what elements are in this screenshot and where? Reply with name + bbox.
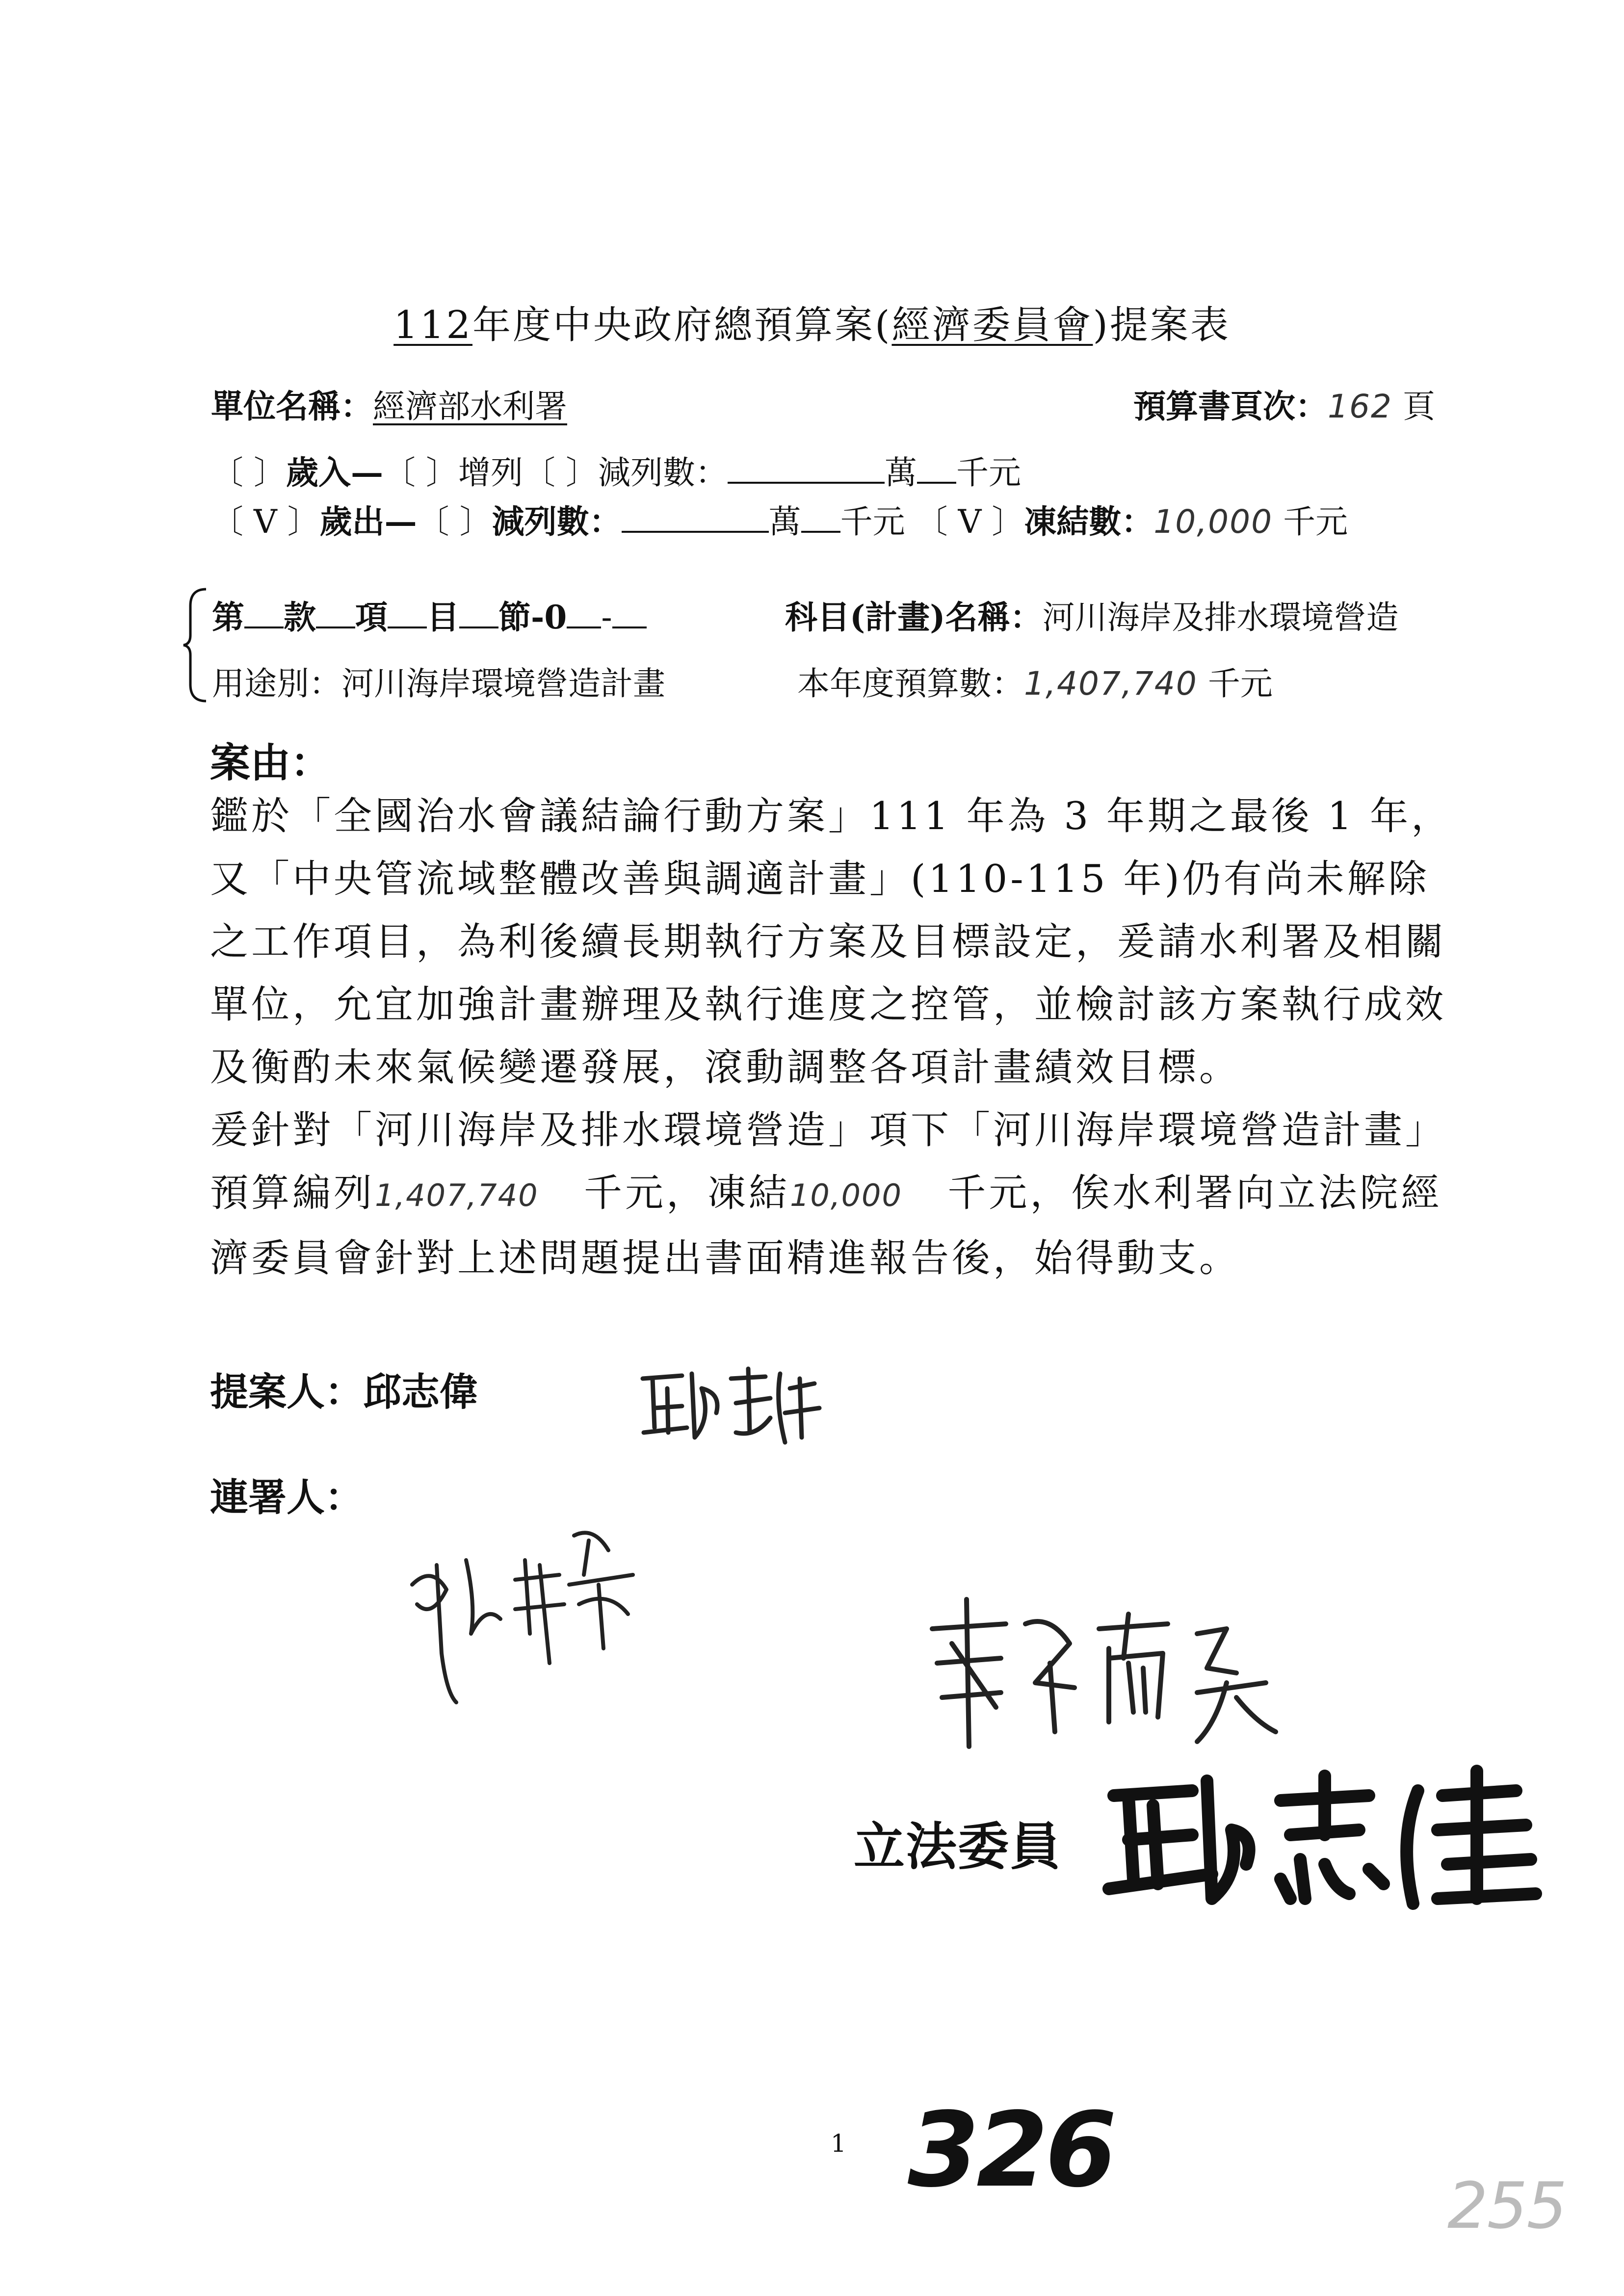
use-value: 河川海岸環境營造計畫	[341, 665, 665, 703]
revenue-decrease: 減列數：	[598, 454, 728, 492]
cosigner-signature-2	[922, 1585, 1295, 1756]
title-year: 112	[393, 303, 472, 347]
expense-box3: 〔 V 〕	[915, 503, 1024, 541]
use-row	[212, 657, 665, 704]
p2-part-b: 千元，凍結	[583, 1171, 790, 1215]
budget-value: 1,407,740	[1024, 665, 1198, 703]
freeze-label: 凍結數：	[1024, 502, 1154, 541]
cosigner-label: 連署人：	[210, 1475, 364, 1520]
subject-label: 科目(計畫)名稱：	[785, 598, 1043, 636]
dash-suffix-blank	[612, 598, 647, 628]
proposer-row	[210, 1361, 478, 1416]
budget-row	[797, 657, 1273, 704]
revenue-box2: 〔 〕	[383, 454, 458, 492]
expense-wan-blank	[622, 502, 769, 533]
budget-unit: 千元	[1207, 665, 1273, 703]
item-dash: -	[601, 599, 612, 636]
proposer-label: 提案人：	[210, 1370, 364, 1414]
revenue-line	[211, 446, 1021, 493]
revenue-qian: 千元	[956, 454, 1021, 492]
title-part2: )提案表	[1093, 303, 1231, 347]
item-di: 第	[212, 598, 244, 636]
stamp-name-calligraphy	[1094, 1751, 1560, 1913]
freeze-value: 10,000	[1153, 503, 1273, 541]
document-title	[0, 294, 1624, 349]
kuan-blank	[244, 598, 284, 628]
mu-blank	[388, 598, 427, 628]
reason-paragraph-2	[210, 1099, 1456, 1290]
expense-wan: 萬	[768, 503, 801, 541]
page-ref-row	[1133, 380, 1435, 427]
expense-box2: 〔 〕	[417, 503, 492, 541]
page-ref-suffix: 頁	[1402, 388, 1435, 425]
expense-decrease: 減列數：	[492, 502, 622, 541]
page-ref-value: 162	[1328, 388, 1392, 425]
expense-line	[211, 496, 1348, 542]
subject-value: 河川海岸及排水環境營造	[1042, 599, 1399, 636]
budget-label: 本年度預算數：	[797, 665, 1024, 703]
revenue-wan: 萬	[884, 454, 917, 492]
item-line	[212, 591, 647, 638]
p2-part-a: 爰針對「河川海岸及排水環境營造」項下「河川海岸環境營造計畫」預算編列	[210, 1108, 1447, 1215]
item-kuan: 款	[284, 598, 316, 636]
title-part1: 年度中央政府總預算案(	[472, 303, 892, 347]
use-label: 用途別：	[212, 665, 341, 703]
jie-blank	[459, 598, 498, 628]
corner-number: 255	[1447, 2168, 1567, 2243]
expense-qian-blank	[801, 502, 840, 533]
proposer-signature	[638, 1359, 824, 1452]
reason-heading: 案由：	[210, 739, 331, 786]
title-committee: 經濟委員會	[891, 303, 1093, 347]
revenue-qian-blank	[917, 453, 956, 484]
p2-part-c: 千元，俟水利署向立法院經濟委員會針對上述問題提出書面精進報告後，始得動支。	[210, 1171, 1442, 1280]
freeze-unit: 千元	[1283, 503, 1348, 541]
expense-box1: 〔 V 〕	[211, 503, 320, 541]
cosigner-signature-1	[402, 1506, 657, 1712]
revenue-wan-blank	[728, 453, 885, 484]
unit-value: 經濟部水利署	[373, 388, 567, 425]
expense-label: 歲出—	[319, 502, 417, 541]
xiang-blank	[316, 598, 355, 628]
jie-suffix-blank	[567, 598, 601, 628]
p2-freeze: 10,000	[789, 1177, 902, 1213]
item-brace	[182, 586, 211, 704]
page-number: 1	[831, 2129, 846, 2158]
unit-name-row	[211, 380, 567, 427]
p2-budget: 1,407,740	[375, 1177, 539, 1213]
item-xiang: 項	[355, 598, 388, 636]
subject-row	[785, 591, 1398, 638]
item-mu: 目	[427, 598, 459, 636]
reason-paragraph-1: 鑑於「全國治水會議結論行動方案」111 年為 3 年期之最後 1 年，又「中央管流域整體改善與調適計畫」(110-115 年)仍有尚未解除之工作項目，為利後續長期執行方案及目標設定，爰請水利署及相關單位，允宜加強計畫辦理及執行進度之控管，並檢討該方案執行成效及衡酌未來氣候變遷發展，滾動調整各項計畫績效目標。	[210, 794, 1453, 1090]
revenue-label: 歲入—	[286, 453, 383, 492]
unit-label: 單位名稱：	[211, 387, 373, 425]
item-jie: 節-0	[498, 598, 567, 636]
handwritten-number: 326	[908, 2090, 1114, 2210]
revenue-increase: 增列	[458, 454, 523, 492]
stamp-title: 立法委員	[854, 1816, 1062, 1877]
page-ref-label: 預算書頁次：	[1133, 387, 1328, 425]
expense-qian: 千元	[840, 503, 905, 541]
proposer-name: 邱志偉	[363, 1370, 478, 1414]
revenue-box1: 〔 〕	[211, 454, 286, 492]
revenue-box3: 〔 〕	[523, 454, 598, 492]
